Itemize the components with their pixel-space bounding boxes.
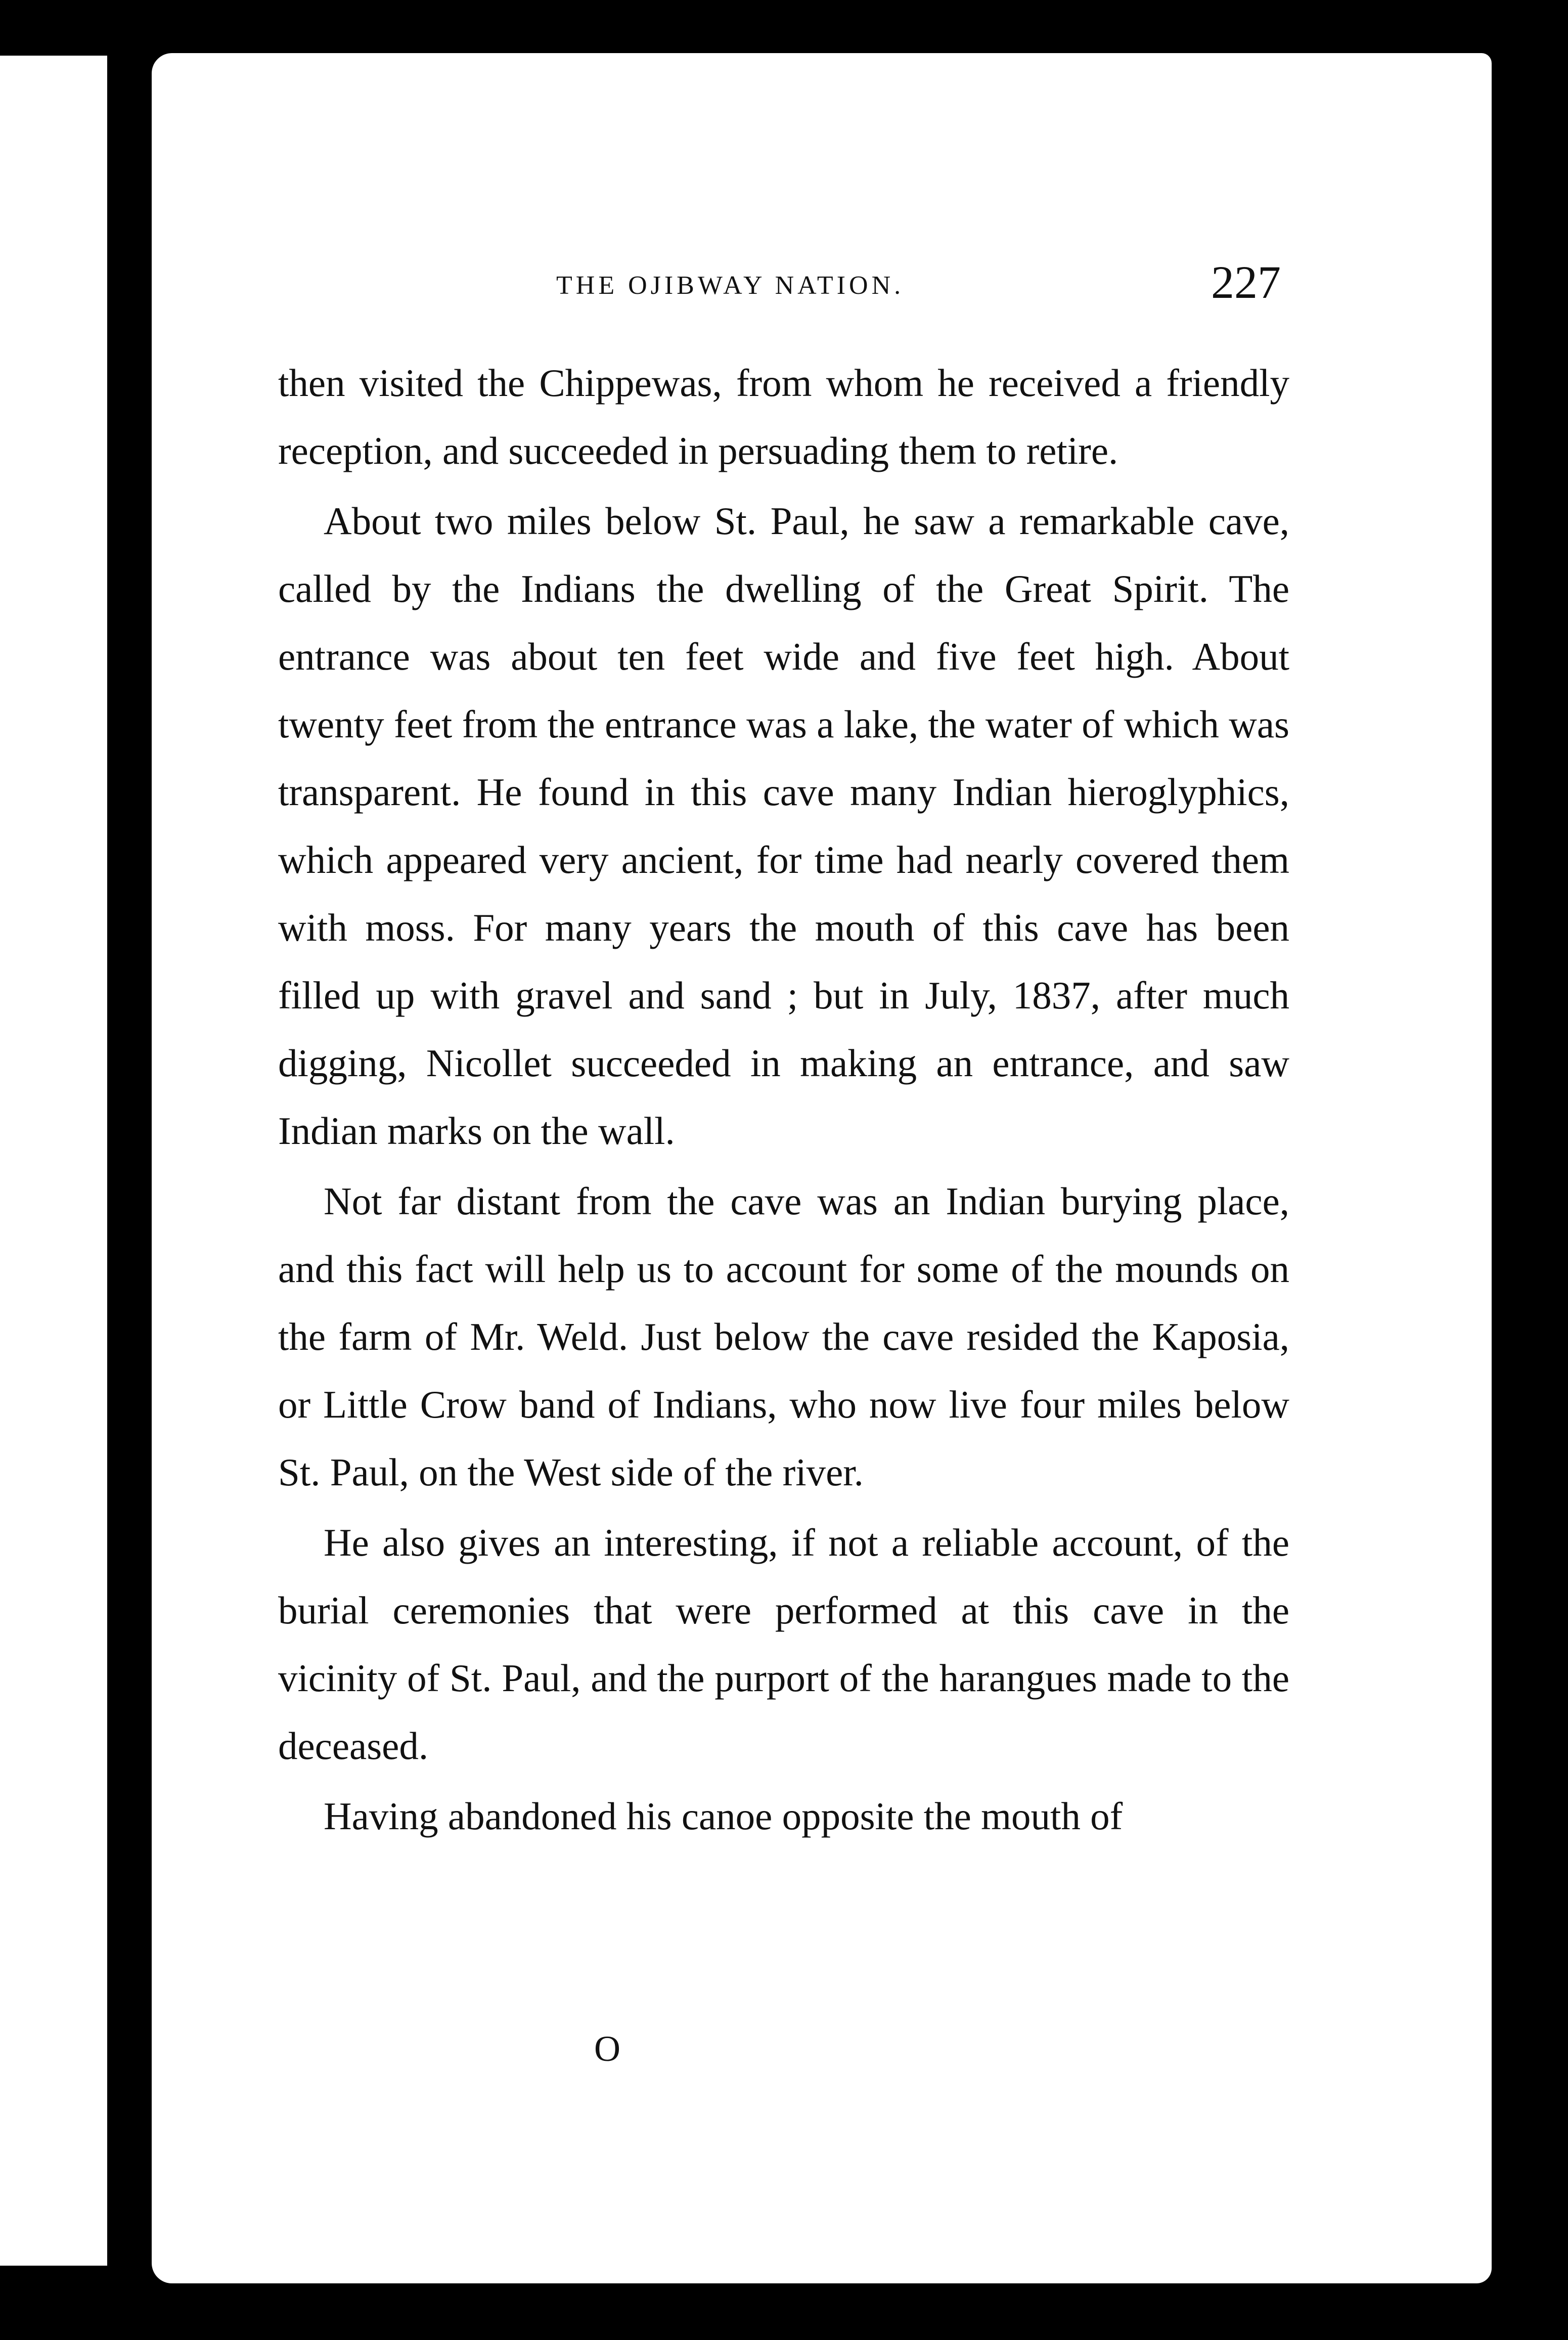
adjacent-page-edge bbox=[0, 56, 112, 2266]
page-number: 227 bbox=[1211, 256, 1281, 308]
paragraph: He also gives an interesting, if not a reliable account, of the burial ceremonies that were performed at this cave in the vicinity of St. Paul, and the purport of the harangues made to the deceased. bbox=[278, 1521, 1289, 1768]
paragraph: Having abandoned his canoe opposite the mouth of bbox=[324, 1794, 1123, 1838]
paragraph: Not far distant from the cave was an Indian burying place, and this fact will help us to account for some of the mounds on the farm of Mr. Weld. Just below the cave resided the Kaposia, or Little Crow band of Indians, who now live four miles below St. Paul, on the West side of the river. bbox=[278, 1179, 1289, 1494]
running-title: THE OJIBWAY NATION. bbox=[556, 271, 905, 300]
book-gutter-shadow bbox=[107, 56, 153, 2266]
scan-shadow bbox=[1492, 1214, 1568, 2340]
paragraph: then visited the Chippewas, from whom he received a friendly reception, and succeeded in persuading them to retire. bbox=[278, 361, 1289, 472]
page-body bbox=[278, 349, 1289, 1852]
paragraph: About two miles below St. Paul, he saw a remarkable cave, called by the Indians the dwelling of the Great Spirit. The entrance was about ten feet wide and five feet high. About twenty feet from the entrance was a lake, the water of which was transparent. He found in this cave many Indian hieroglyphics, which appeared very ancient, for time had nearly covered them with moss. For many years the mouth of this cave has been filled up with gravel and sand ; but in July, 1837, after much digging, Nicollet succeeded in making an entrance, and saw Indian marks on the wall. bbox=[278, 499, 1289, 1153]
signature-mark: O bbox=[594, 2028, 620, 2069]
